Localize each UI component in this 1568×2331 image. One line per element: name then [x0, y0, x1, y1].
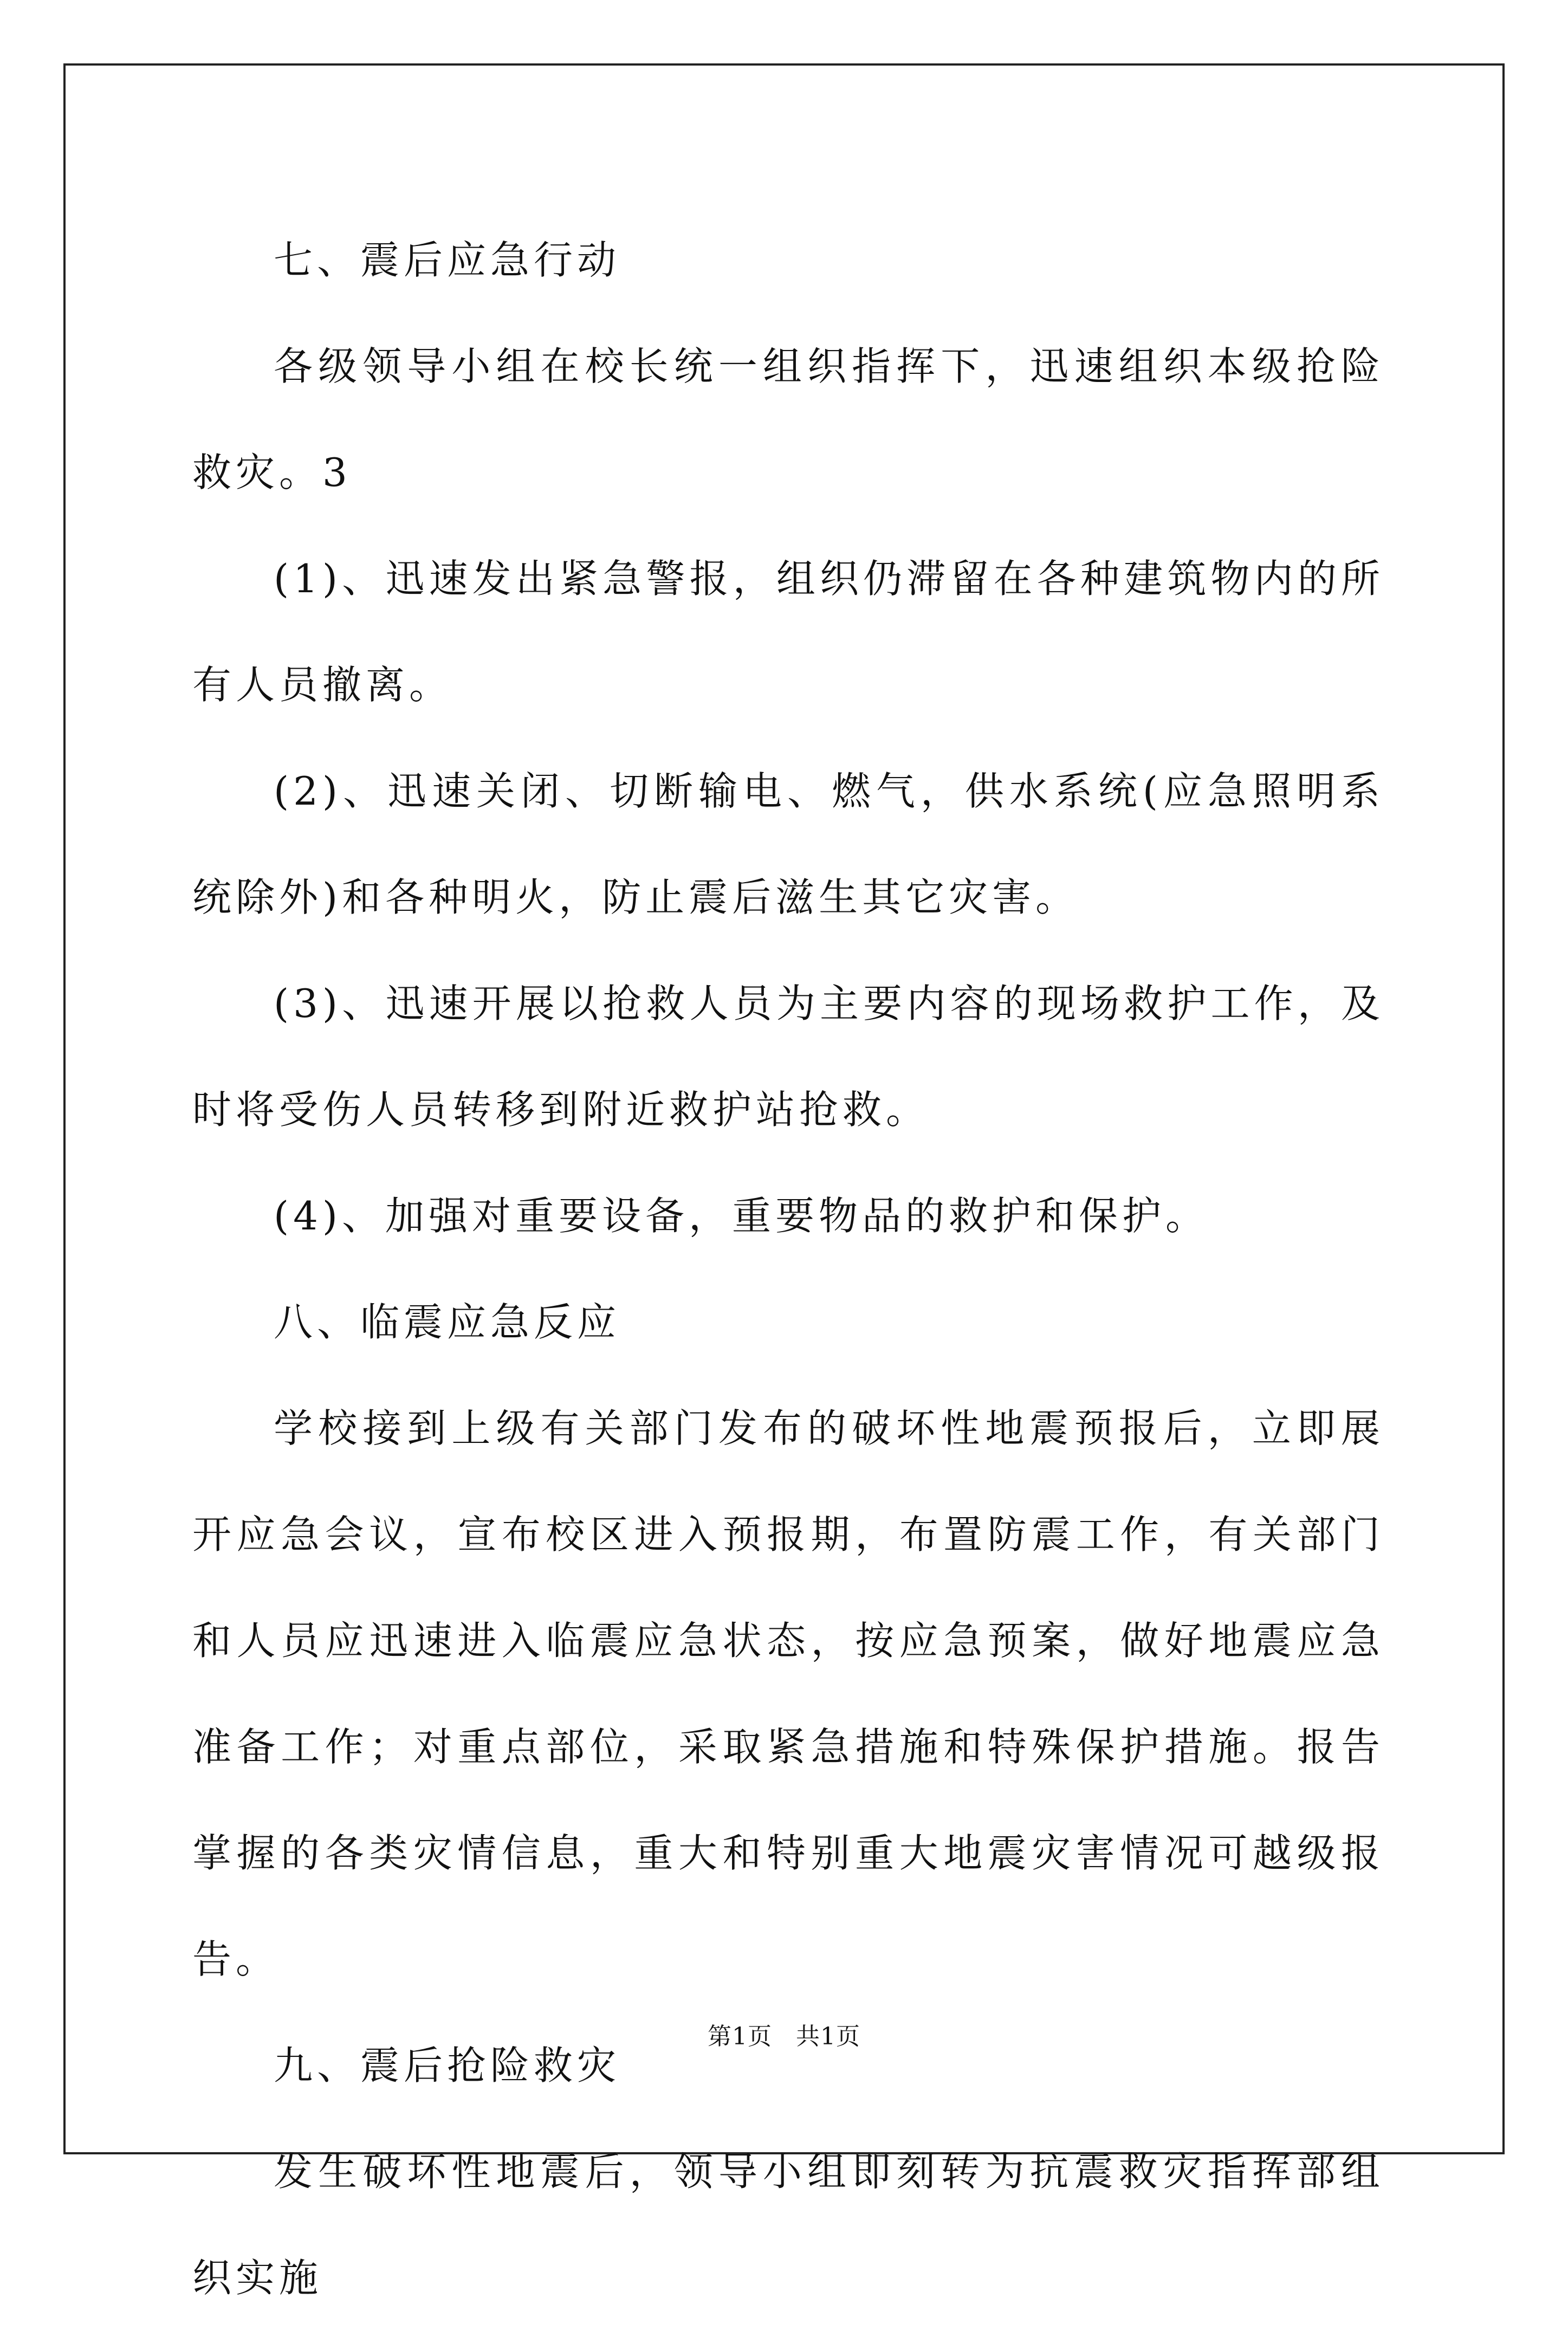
list-item-2: (2)、迅速关闭、切断输电、燃气，供水系统(应急照明系统除外)和各种明火，防止震后滋生其它灾害。 — [192, 768, 1384, 920]
list-item-1: (1)、迅速发出紧急警报，组织仍滞留在各种建筑物内的所有人员撤离。 — [192, 556, 1384, 708]
paragraph: 各级领导小组在校长统一组织指挥下，迅速组织本级抢险救灾。3 — [192, 344, 1384, 495]
list-item-4: (4)、加强对重要设备，重要物品的救护和保护。 — [274, 1193, 1209, 1239]
page-total: 共1页 — [796, 2023, 860, 2050]
paragraph: 发生破坏性地震后，领导小组即刻转为抗震救灾指挥部组织实施 — [192, 2149, 1384, 2301]
page-footer — [0, 2021, 1568, 2053]
section-heading-9: 九、震后抢险救灾 — [274, 2043, 621, 2088]
page-number: 第1页 — [708, 2023, 772, 2050]
paragraph: 学校接到上级有关部门发布的破坏性地震预报后，立即展开应急会议，宣布校区进入预报期，布置防震工作，有关部门和人员应迅速进入临震应急状态，按应急预案，做好地震应急准备工作；对重点部位，采取紧急措施和特殊保护措施。报告掌握的各类灾情信息，重大和特别重大地震灾害情况可越级报告。 — [192, 1406, 1384, 1982]
document-body — [192, 207, 1384, 2331]
section-heading-7: 七、震后应急行动 — [274, 237, 621, 283]
list-item-3: (3)、迅速开展以抢救人员为主要内容的现场救护工作，及时将受伤人员转移到附近救护站抢救。 — [192, 981, 1384, 1132]
section-heading-8: 八、临震应急反应 — [274, 1299, 621, 1345]
